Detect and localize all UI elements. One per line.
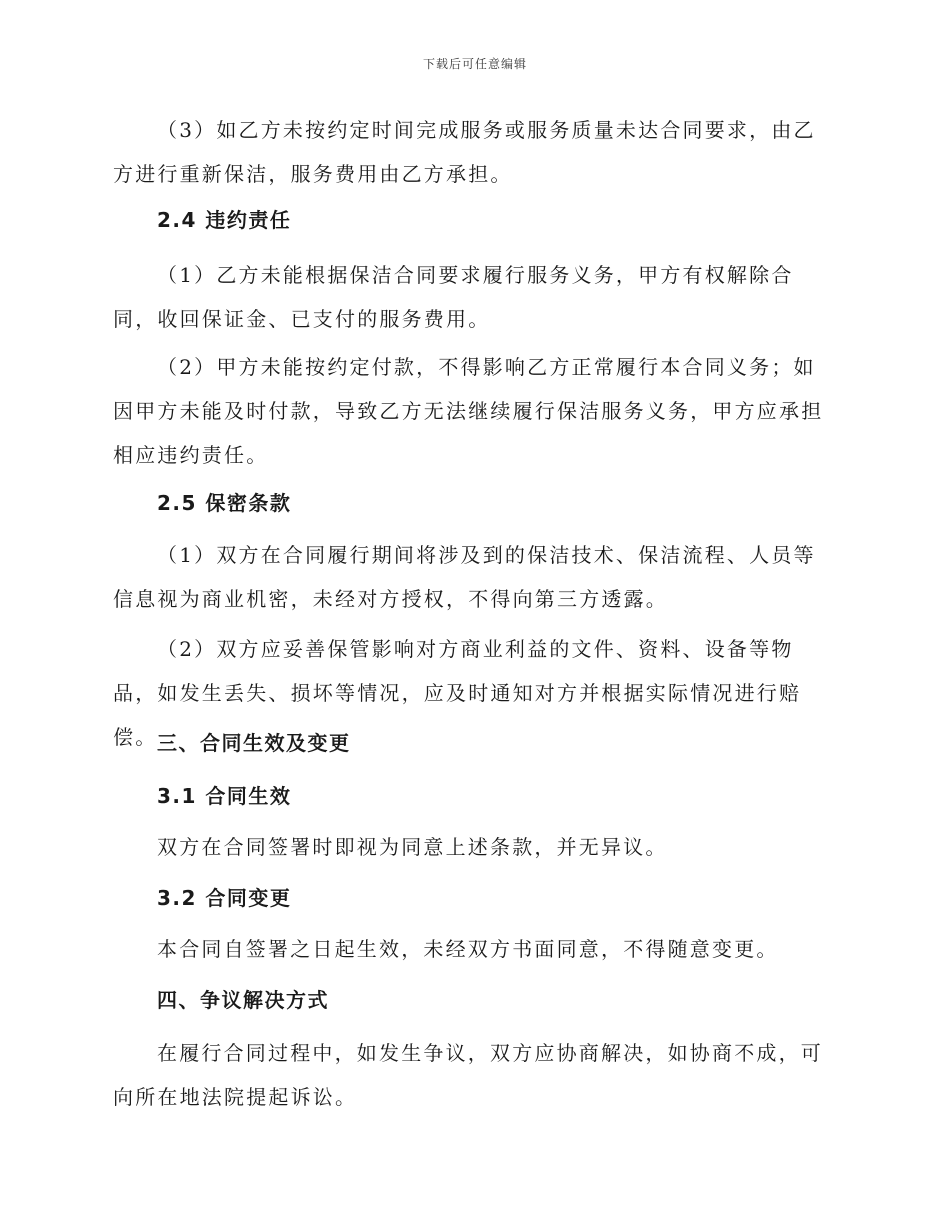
paragraph-clause-4: 在履行合同过程中，如发生争议，双方应协商解决，如协商不成，可向所在地法院提起诉讼。	[113, 1041, 823, 1109]
page-header: 下载后可任意编辑	[422, 57, 527, 71]
paragraph-clause-2-4-1: （1）乙方未能根据保洁合同要求履行服务义务，甲方有权解除合同，收回保证金、已支付的服务费用。	[113, 263, 794, 331]
paragraph-clause-3-2: 本合同自签署之日起生效，未经双方书面同意，不得随意变更。	[157, 937, 779, 961]
chapter-heading-4: 四、争议解决方式	[157, 988, 329, 1012]
paragraph-clause-2-3-3: （3）如乙方未按约定时间完成服务或服务质量未达合同要求，由乙方进行重新保洁，服务费用由乙方承担。	[113, 118, 816, 186]
section-heading-3-1: 3.1 合同生效	[157, 784, 292, 808]
section-heading-2-4: 2.4 违约责任	[157, 208, 292, 232]
chapter-heading-3: 三、合同生效及变更	[157, 731, 351, 755]
section-heading-2-5: 2.5 保密条款	[157, 491, 292, 515]
paragraph-clause-3-1: 双方在合同签署时即视为同意上述条款，并无异议。	[157, 835, 668, 859]
paragraph-clause-2-4-2: （2）甲方未能按约定付款，不得影响乙方正常履行本合同义务；如因甲方未能及时付款，导致乙方无法继续履行保洁服务义务，甲方应承担相应违约责任。	[113, 355, 824, 467]
section-heading-3-2: 3.2 合同变更	[157, 886, 292, 910]
paragraph-clause-2-5-2: （2）双方应妥善保管影响对方商业利益的文件、资料、设备等物品，如发生丢失、损坏等情况，应及时通知对方并根据实际情况进行赔偿。	[113, 637, 802, 749]
paragraph-clause-2-5-1: （1）双方在合同履行期间将涉及到的保洁技术、保洁流程、人员等信息视为商业机密，未经对方授权，不得向第三方透露。	[113, 543, 816, 611]
